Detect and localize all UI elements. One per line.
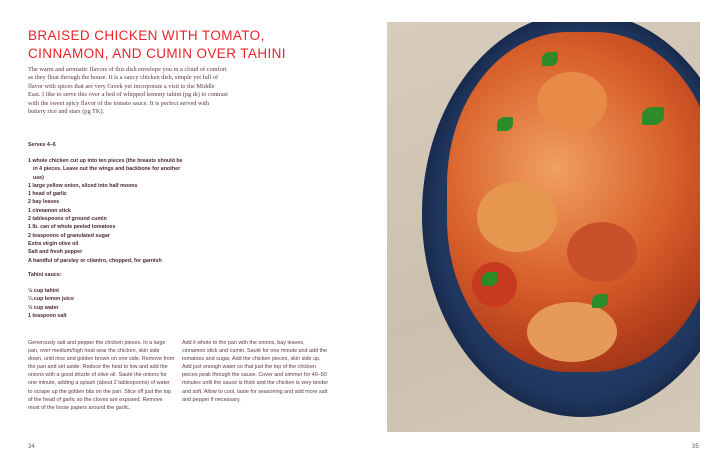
chicken-piece [537,72,607,132]
ingredient: ½ cup tahini [28,288,59,294]
ingredient: Salt and fresh pepper [28,249,83,256]
serves: Serves 4–6 [28,142,56,148]
dish-photo [387,22,700,432]
ingredient: 2 teaspoons of granulated sugar [28,232,110,239]
ingredient: 1 cinnamon stick [28,207,71,214]
parsley-leaf [542,52,558,66]
ingredient-list [28,157,183,265]
method-column-1: Generously salt and pepper the chicken pieces. In a large pan, over medium/high heat sear the chicken, skin side down, until nice and golden brown on one side. Remove from the pan and set aside. Reduce the heat to low and add the onions with a good drizzle of olive oil. Sauté the onions for one minute, adding a splash (about 2 tablespoons) of water to scrape up the golden bits on the pan. Slice off just the top of the head of garlic so the cloves are exposed. Remove most of the loose papers around the garlic. [28,340,175,411]
ingredient: 1 large yellow onion, sliced into half moons [28,182,138,189]
recipe-title [28,27,286,63]
tomato [567,222,637,282]
parsley-leaf [497,117,513,131]
ingredient: A handful of parsley or cilantro, chopped, for garnish [28,257,162,264]
intro-paragraph: The warm and aromatic flavors of this dish envelope you in a cloud of comfort as they float through the house. It is a saucy chicken dish, simple yet full of flavor with spices that are very Greek yet incorporate a visit to the Middle East. I like to serve this over a bed of whipped lemony tahini (pg tk) to contrast with the sweet spicy flavor of the tomato sauce. It is perfect served with buttery rice and stars (pg TK). [28,66,228,116]
chicken-piece [527,302,617,362]
page-number-right: 35 [692,444,699,450]
ingredient: 1 whole chicken cut up into ten pieces (the breasts should be in 4 pieces. Leave out the wings and backbone for another use) [28,158,183,181]
ingredient: Extra virgin olive oil [28,240,79,247]
ingredient: 1 lb. can of whole peeled tomatoes [28,224,116,231]
parsley-leaf [482,272,498,286]
tahini-heading: Tahini sauce: [28,272,62,278]
ingredient: ¼ cup lemon juice [28,296,74,303]
parsley-leaf [642,107,664,125]
ingredient: 2 tablespoons of ground cumin [28,216,107,223]
ingredient: 1 head of garlic [28,191,67,198]
chicken-piece [477,182,557,252]
tahini-list [28,287,74,320]
ingredient: 1 teaspoon salt [28,312,67,319]
parsley-leaf [592,294,608,308]
ingredient: 2 bay leaves [28,199,60,206]
method-column-2: Add it whole to the pan with the onions, bay leaves, cinnamon stick and cumin. Sauté for one minute and add the tomatoes and sugar. Add the chicken pieces, skin side up. Add just enough water so that just the top of the chicken pieces peak through the sauce. Cover and simmer for 40–50 minutes until the sauce is thick and the chicken is very tender and soft. Allow to cool, taste for seasoning and add more salt and pepper if necessary. [182,340,329,403]
page-number-left: 34 [28,444,35,450]
ingredient: ⅓ cup water [28,304,59,311]
title-line: BRAISED CHICKEN WITH TOMATO, [28,28,265,43]
title-line: CINNAMON, AND CUMIN OVER TAHINI [28,46,286,61]
